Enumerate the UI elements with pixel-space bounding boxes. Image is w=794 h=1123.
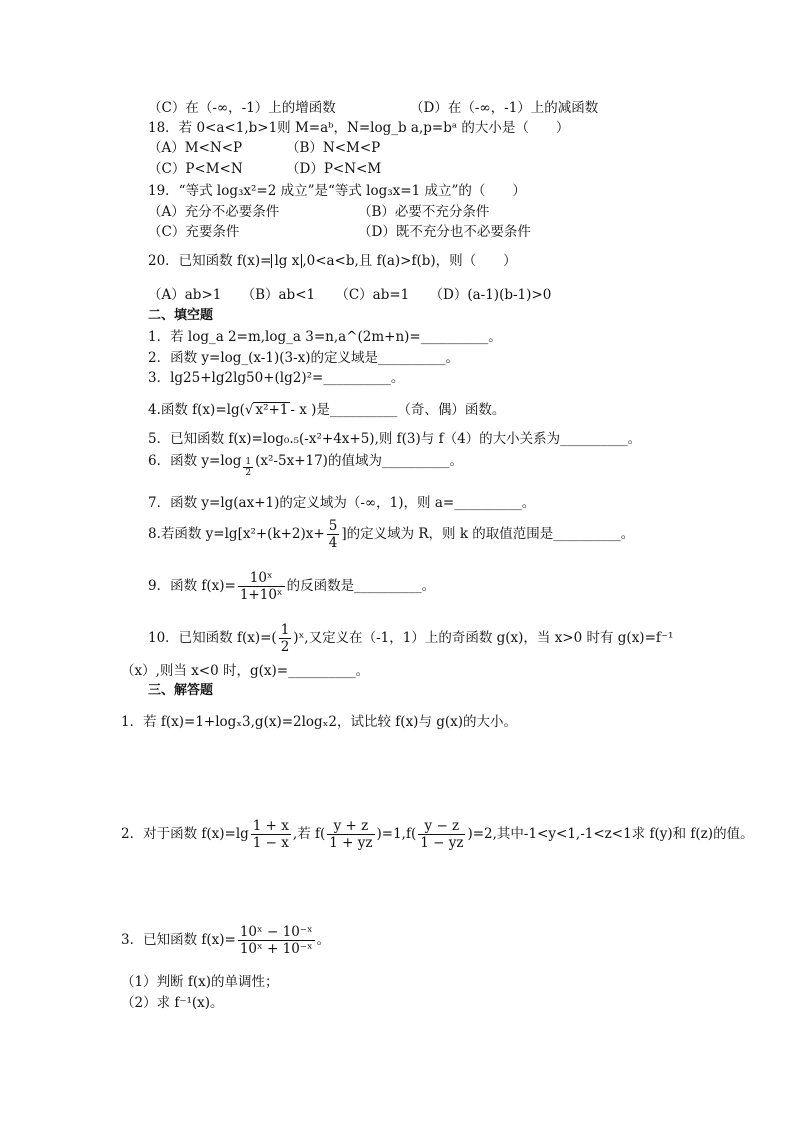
fill-q4: 4.函数 f(x)=lg(√ x²+1 - x )是__________（奇、偶）函数。 — [148, 402, 506, 418]
solve-q3 — [121, 918, 330, 962]
solve-q2-mid1: ,若 f( — [292, 826, 326, 842]
fill-q6-suffix: (x²-5x+17)的值域为__________。 — [255, 453, 463, 469]
solve-heading: 三、解答题 — [148, 683, 214, 698]
solve-q2-f3-den: 1 − yz — [420, 835, 464, 851]
solve-q2-f2-den: 1 + yz — [329, 835, 373, 851]
fill-q8 — [148, 514, 634, 554]
fill-q8-fraction — [327, 518, 340, 551]
solve-q3-part2: （2）求 f⁻¹(x)。 — [121, 995, 224, 1011]
fill-q10 — [148, 618, 673, 658]
fill-q7: 7．函数 y=lg(ax+1)的定义域为（-∞，1)，则 a=__________。 — [148, 495, 536, 511]
solve-q2-fraction-3 — [418, 818, 465, 851]
fill-q8-den: 4 — [328, 535, 338, 551]
q20-abs-value: lg x — [271, 254, 302, 268]
q20-options: （A）ab>1 （B）ab<1 （C）ab=1 （D）(a-1)(b-1)>0 — [148, 287, 552, 303]
solve-q2-fraction-2 — [327, 818, 374, 851]
solve-q2-f1-den: 1 − x — [252, 835, 289, 851]
q18-option-b: （B）N<M<P — [286, 140, 381, 156]
solve-q2-f2-num: y + z — [327, 818, 374, 835]
solve-q3-den: 10ˣ + 10⁻ˣ — [239, 941, 313, 957]
solve-q2-f1-num: 1 + x — [252, 818, 289, 834]
q20-stem — [148, 252, 517, 270]
fill-q10-suffix: )ˣ,又定义在（-1，1）上的奇函数 g(x)，当 x>0 时有 g(x)=f⁻¹ — [293, 630, 674, 646]
fill-heading: 二、填空题 — [148, 308, 214, 323]
q19-stem: 19．“等式 log₃x²=2 成立”是“等式 log₃x=1 成立”的（ ） — [148, 183, 526, 199]
solve-q2-f3-num: y − z — [418, 818, 465, 835]
solve-q2-suffix: )=2,其中-1<y<1,-1<z<1求 f(y)和 f(z)的值。 — [467, 826, 754, 842]
fill-q4-suffix: - x )是__________（奇、偶）函数。 — [290, 402, 506, 418]
solve-q2-prefix: 2．对于函数 f(x)=lg — [121, 826, 249, 842]
q18-option-a: （A）M<N<P — [148, 140, 243, 156]
fill-q9-fraction — [238, 570, 285, 603]
q18-option-c: （C）P<M<N — [148, 161, 243, 177]
fill-q3: 3．lg25+lg2lg50+(lg2)²=__________。 — [148, 370, 405, 386]
solve-q2-fraction-1 — [251, 818, 291, 851]
solve-q3-prefix: 3．已知函数 f(x)= — [121, 932, 236, 948]
fill-q8-suffix: ]的定义域为 R，则 k 的取值范围是__________。 — [341, 526, 635, 542]
fill-q10-prefix: 10．已知函数 f(x)=( — [148, 630, 277, 646]
q18-option-d: （D）P<N<M — [286, 161, 382, 177]
fill-q10-fraction — [279, 622, 292, 655]
fill-q4-radicand: x²+1 — [255, 402, 289, 418]
fill-q8-prefix: 8.若函数 y=lg[x²+(k+2)x+ — [148, 526, 325, 542]
solve-q2-mid2: )=1,f( — [376, 826, 417, 842]
fill-q6-base-num: 1 — [245, 457, 252, 467]
solve-q3-fraction — [238, 924, 315, 957]
fill-q6-prefix: 6．函数 y=log — [148, 453, 242, 469]
fill-q10-num: 1 — [280, 622, 290, 638]
q20-prefix: 20．已知函数 f(x)= — [148, 253, 272, 269]
solve-q3-num: 10ˣ − 10⁻ˣ — [239, 924, 313, 940]
fill-q9-num: 10ˣ — [238, 570, 285, 587]
q19-option-c: （C）充要条件 — [148, 224, 240, 240]
fill-q5: 5．已知函数 f(x)=log₀.₅(-x²+4x+5),则 f(3)与 f（4）的大小关系为__________。 — [148, 431, 642, 447]
solve-q3-suffix: 。 — [316, 932, 331, 948]
fill-q10-line2: （x）,则当 x<0 时，g(x)=__________。 — [121, 663, 370, 679]
q18-stem: 18．若 0<a<1,b>1则 M=aᵇ，N=log_b a,p=bᵃ 的大小是（ ） — [148, 120, 570, 136]
solve-q3-part1: （1）判断 f(x)的单调性； — [121, 974, 279, 990]
fill-q9-suffix: 的反函数是__________。 — [286, 578, 436, 594]
q20-suffix: ,0<a<b,且 f(a)>f(b)，则（ ） — [302, 253, 517, 269]
solve-q1: 1．若 f(x)=1+logₓ3,g(x)=2logₓ2，试比较 f(x)与 g(x)的大小。 — [121, 714, 518, 730]
fill-q1: 1．若 log_a 2=m,log_a 3=n,a^(2m+n)=__________。 — [148, 329, 502, 345]
fill-q10-den: 2 — [280, 639, 290, 655]
fill-q9-den: 1+10ˣ — [239, 587, 283, 603]
q17-option-d: （D）在（-∞，-1）上的减函数 — [410, 100, 599, 116]
q19-option-a: （A）充分不必要条件 — [148, 204, 280, 220]
q17-option-c: （C）在（-∞，-1）上的增函数 — [148, 100, 336, 116]
fill-q6-base-den: 2 — [245, 468, 252, 478]
q19-option-d: （D）既不充分也不必要条件 — [358, 224, 531, 240]
fill-q9 — [148, 566, 435, 606]
fill-q9-prefix: 9．函数 f(x)= — [148, 578, 236, 594]
fill-q6-base-fraction — [243, 457, 253, 478]
fill-q6 — [148, 452, 463, 486]
q19-option-b: （B）必要不充分条件 — [358, 204, 490, 220]
fill-q8-num: 5 — [328, 518, 338, 534]
solve-q2 — [121, 812, 754, 856]
fill-q4-prefix: 4.函数 f(x)=lg( — [148, 402, 245, 418]
fill-q2: 2．函数 y=log_(x-1)(3-x)的定义域是__________。 — [148, 350, 460, 366]
